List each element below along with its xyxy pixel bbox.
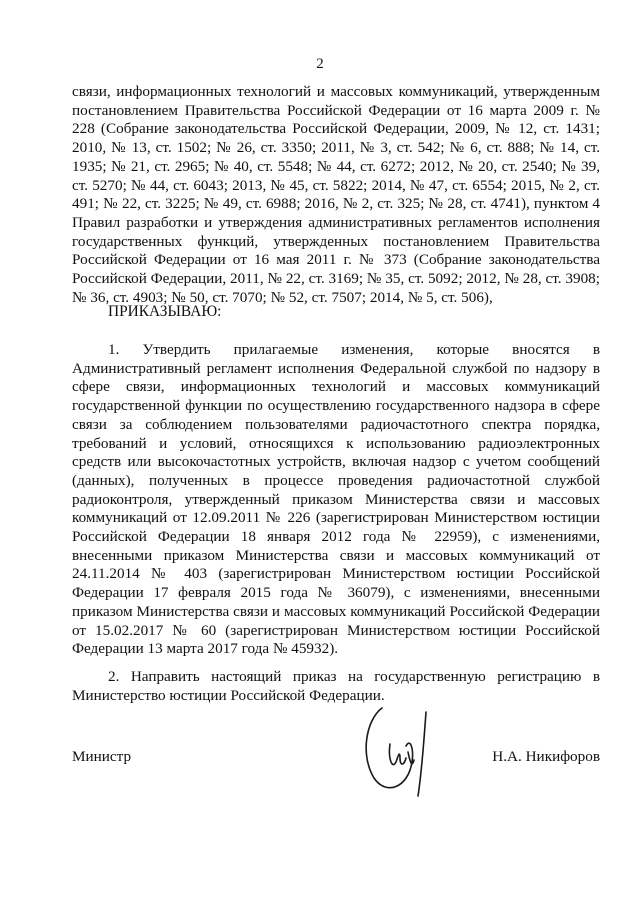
preamble-paragraph: связи, информационных технологий и массовых коммуникаций, утвержденным постановлением Правительства Российской Федерации от 16 марта 2009 г. № 228 (Собрание законодательства Российской Федерации, 2009, № 12, ст. 1431; 2010, № 13, ст. 1502; № 26, ст. 3350; 2011, № 3, ст. 542; № 6, ст. 888; № 14, ст. 1935; № 21, ст. 2965; № 40, ст. 5548; № 44, ст. 6272; 2012, № 20, ст. 2540; № 39, ст. 5270; № 44, ст. 6043; 2013, № 45, ст. 5822; 2014, № 47, ст. 6554; 2015, № 2, ст. 491; № 22, ст. 3225; № 49, ст. 6988; 2016, № 2, ст. 325; № 28, ст. 4741), пунктом 4 Правил разработки и утверждения административных регламентов исполнения государственных функций, утвержденных постановлением Правительства Российской Федерации от 16 мая 2011 г. № 373 (Собрание законодательства Российской Федерации, 2011, № 22, ст. 3169; № 35, ст. 5092; 2012, № 28, ст. 3908; № 36, ст. 4903; № 50, ст. 7070; № 52, ст. 7507; 2014, № 5, ст. 506), xyxy=(72,83,600,306)
signature-icon xyxy=(352,700,442,800)
order-item-1: 1. Утвердить прилагаемые изменения, которые вносятся в Административный регламент исполнения Федеральной службой по надзору в сфере связи, информационных технологий и массовых коммуникаций государственной функции по осуществлению государственного надзора в сфере связи за соблюдением пользователями радиочастотного спектра порядка, требований и условий, относящихся к использованию радиоэлектронных средств или высокочастотных устройств, включая надзор с учетом сообщений (данных), полученных в процессе проведения радиочастотной службой радиоконтроля, утвержденный приказом Министерства связи и массовых коммуникаций от 12.09.2011 № 226 (зарегистрирован Министерством юстиции Российской Федерации 18 января 2012 года № 22959), с изменениями, внесенными приказом Министерства связи и массовых коммуникаций от 24.11.2014 № 403 (зарегистрирован Министерством юстиции Российской Федерации 17 февраля 2015 года № 36079), с изменениями, внесенными приказом Министерства связи и массовых коммуникаций Российской Федерации от 15.02.2017 № 60 (зарегистрирован Министерством юстиции Российской Федерации 13 марта 2017 года № 45932). xyxy=(72,341,600,658)
signer-name: Н.А. Никифоров xyxy=(492,748,600,765)
page-number: 2 xyxy=(316,56,324,72)
decree-heading: ПРИКАЗЫВАЮ: xyxy=(108,303,222,320)
signer-title: Министр xyxy=(72,748,132,765)
order-item-2: 2. Направить настоящий приказ на государственную регистрацию в Министерство юстиции Российской Федерации. xyxy=(72,668,600,704)
